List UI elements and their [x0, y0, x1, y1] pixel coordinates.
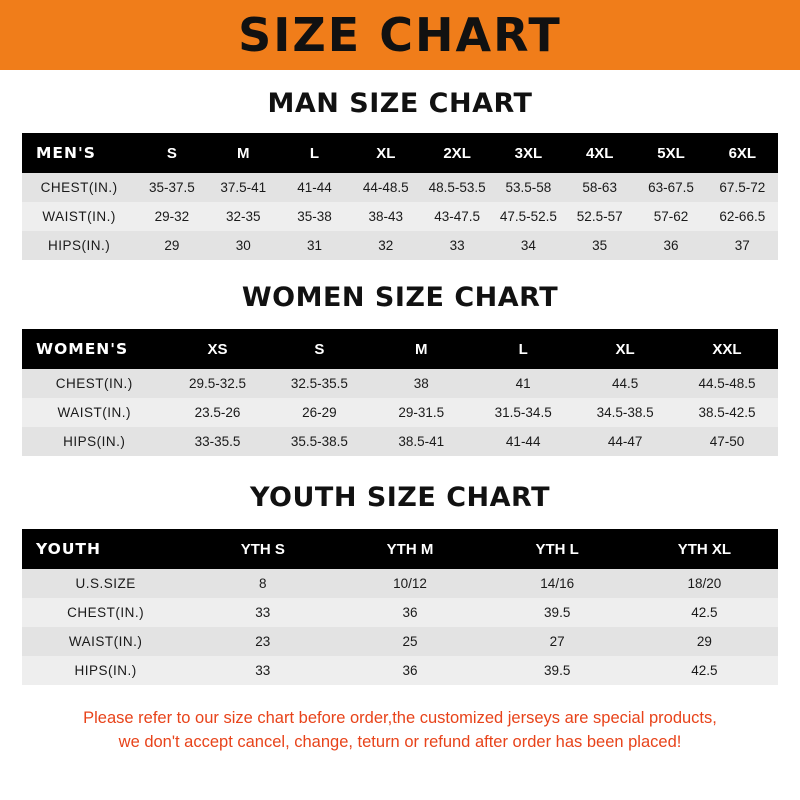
women-cell-0-0: 29.5-32.5	[167, 369, 269, 398]
men-cell-2-3: 32	[350, 231, 421, 260]
youth-row-0-label: U.S.SIZE	[22, 569, 189, 598]
women-col-1: S	[268, 329, 370, 369]
men-cell-2-4: 33	[421, 231, 492, 260]
youth-cell-2-0: 23	[189, 627, 336, 656]
table-row	[22, 598, 778, 627]
women-cell-1-5: 38.5-42.5	[676, 398, 778, 427]
youth-cell-0-1: 10/12	[336, 569, 483, 598]
men-col-3: XL	[350, 133, 421, 173]
men-col-8: 6XL	[707, 133, 778, 173]
men-col-1: M	[208, 133, 279, 173]
men-col-0: S	[136, 133, 207, 173]
women-cell-0-5: 44.5-48.5	[676, 369, 778, 398]
men-cell-1-0: 29-32	[136, 202, 207, 231]
youth-col-0: YTH S	[189, 529, 336, 569]
women-col-2: M	[370, 329, 472, 369]
table-row	[22, 627, 778, 656]
table-row	[22, 231, 778, 260]
youth-row-3-label: HIPS(IN.)	[22, 656, 189, 685]
youth-cell-1-3: 42.5	[631, 598, 778, 627]
table-header-row	[22, 529, 778, 569]
men-col-5: 3XL	[493, 133, 564, 173]
men-cell-2-7: 36	[635, 231, 706, 260]
footer-note	[22, 707, 778, 755]
women-cell-0-3: 41	[472, 369, 574, 398]
men-cell-1-1: 32-35	[208, 202, 279, 231]
women-cell-1-3: 31.5-34.5	[472, 398, 574, 427]
women-cell-2-1: 35.5-38.5	[268, 427, 370, 456]
table-row	[22, 398, 778, 427]
women-cell-2-2: 38.5-41	[370, 427, 472, 456]
header-band	[0, 0, 800, 70]
table-row	[22, 202, 778, 231]
women-col-3: L	[472, 329, 574, 369]
youth-cell-3-1: 36	[336, 656, 483, 685]
youth-cell-2-3: 29	[631, 627, 778, 656]
content-area	[0, 88, 800, 755]
men-col-7: 5XL	[635, 133, 706, 173]
men-cell-1-5: 47.5-52.5	[493, 202, 564, 231]
men-cell-0-4: 48.5-53.5	[421, 173, 492, 202]
men-cell-2-6: 35	[564, 231, 635, 260]
youth-col-1: YTH M	[336, 529, 483, 569]
women-row-1-label: WAIST(IN.)	[22, 398, 167, 427]
table-header-row	[22, 133, 778, 173]
youth-cell-1-1: 36	[336, 598, 483, 627]
men-cell-0-5: 53.5-58	[493, 173, 564, 202]
men-cell-2-1: 30	[208, 231, 279, 260]
women-size-table	[22, 329, 778, 456]
women-cell-1-1: 26-29	[268, 398, 370, 427]
youth-cell-1-0: 33	[189, 598, 336, 627]
youth-cell-0-0: 8	[189, 569, 336, 598]
youth-section-title: YOUTH SIZE CHART	[249, 482, 551, 513]
youth-cell-3-3: 42.5	[631, 656, 778, 685]
youth-col-2: YTH L	[484, 529, 631, 569]
women-cell-1-4: 34.5-38.5	[574, 398, 676, 427]
youth-size-table	[22, 529, 778, 685]
women-cell-1-2: 29-31.5	[370, 398, 472, 427]
women-cell-2-5: 47-50	[676, 427, 778, 456]
page-title: SIZE CHART	[238, 8, 562, 62]
men-cell-1-4: 43-47.5	[421, 202, 492, 231]
men-cell-0-0: 35-37.5	[136, 173, 207, 202]
women-col-5: XXL	[676, 329, 778, 369]
women-header-label: WOMEN'S	[22, 329, 167, 369]
men-cell-1-6: 52.5-57	[564, 202, 635, 231]
women-cell-0-4: 44.5	[574, 369, 676, 398]
youth-header-label: YOUTH	[22, 529, 189, 569]
men-col-2: L	[279, 133, 350, 173]
women-row-2-label: HIPS(IN.)	[22, 427, 167, 456]
men-cell-2-5: 34	[493, 231, 564, 260]
men-cell-1-8: 62-66.5	[707, 202, 778, 231]
table-row	[22, 656, 778, 685]
women-cell-0-1: 32.5-35.5	[268, 369, 370, 398]
youth-cell-0-3: 18/20	[631, 569, 778, 598]
youth-row-1-label: CHEST(IN.)	[22, 598, 189, 627]
women-row-0-label: CHEST(IN.)	[22, 369, 167, 398]
youth-cell-3-0: 33	[189, 656, 336, 685]
footer-note-line-1: Please refer to our size chart before order,the customized jerseys are special products,	[83, 709, 717, 727]
women-section-title: WOMEN SIZE CHART	[241, 282, 559, 313]
men-row-1-label: WAIST(IN.)	[22, 202, 136, 231]
youth-row-2-label: WAIST(IN.)	[22, 627, 189, 656]
youth-col-3: YTH XL	[631, 529, 778, 569]
men-section-title: MAN SIZE CHART	[267, 88, 533, 119]
men-cell-2-0: 29	[136, 231, 207, 260]
youth-cell-0-2: 14/16	[484, 569, 631, 598]
men-header-label: MEN'S	[22, 133, 136, 173]
women-table-head	[22, 329, 778, 369]
men-col-4: 2XL	[421, 133, 492, 173]
youth-cell-2-1: 25	[336, 627, 483, 656]
men-cell-0-7: 63-67.5	[635, 173, 706, 202]
men-cell-0-2: 41-44	[279, 173, 350, 202]
men-cell-1-2: 35-38	[279, 202, 350, 231]
men-cell-0-3: 44-48.5	[350, 173, 421, 202]
table-row	[22, 427, 778, 456]
men-table-head	[22, 133, 778, 173]
men-cell-2-8: 37	[707, 231, 778, 260]
youth-table-head	[22, 529, 778, 569]
men-cell-1-7: 57-62	[635, 202, 706, 231]
men-cell-2-2: 31	[279, 231, 350, 260]
women-cell-2-0: 33-35.5	[167, 427, 269, 456]
table-row	[22, 369, 778, 398]
men-col-6: 4XL	[564, 133, 635, 173]
women-col-0: XS	[167, 329, 269, 369]
men-cell-0-8: 67.5-72	[707, 173, 778, 202]
men-table-body	[22, 173, 778, 260]
table-row	[22, 569, 778, 598]
table-header-row	[22, 329, 778, 369]
men-row-0-label: CHEST(IN.)	[22, 173, 136, 202]
men-cell-0-6: 58-63	[564, 173, 635, 202]
men-cell-0-1: 37.5-41	[208, 173, 279, 202]
youth-cell-1-2: 39.5	[484, 598, 631, 627]
women-cell-2-4: 44-47	[574, 427, 676, 456]
youth-table-body	[22, 569, 778, 685]
table-row	[22, 173, 778, 202]
women-col-4: XL	[574, 329, 676, 369]
women-cell-0-2: 38	[370, 369, 472, 398]
footer-note-line-2: we don't accept cancel, change, teturn or refund after order has been placed!	[118, 732, 682, 751]
women-cell-1-0: 23.5-26	[167, 398, 269, 427]
women-table-body	[22, 369, 778, 456]
women-cell-2-3: 41-44	[472, 427, 574, 456]
youth-cell-2-2: 27	[484, 627, 631, 656]
youth-cell-3-2: 39.5	[484, 656, 631, 685]
men-size-table	[22, 133, 778, 260]
men-row-2-label: HIPS(IN.)	[22, 231, 136, 260]
men-cell-1-3: 38-43	[350, 202, 421, 231]
